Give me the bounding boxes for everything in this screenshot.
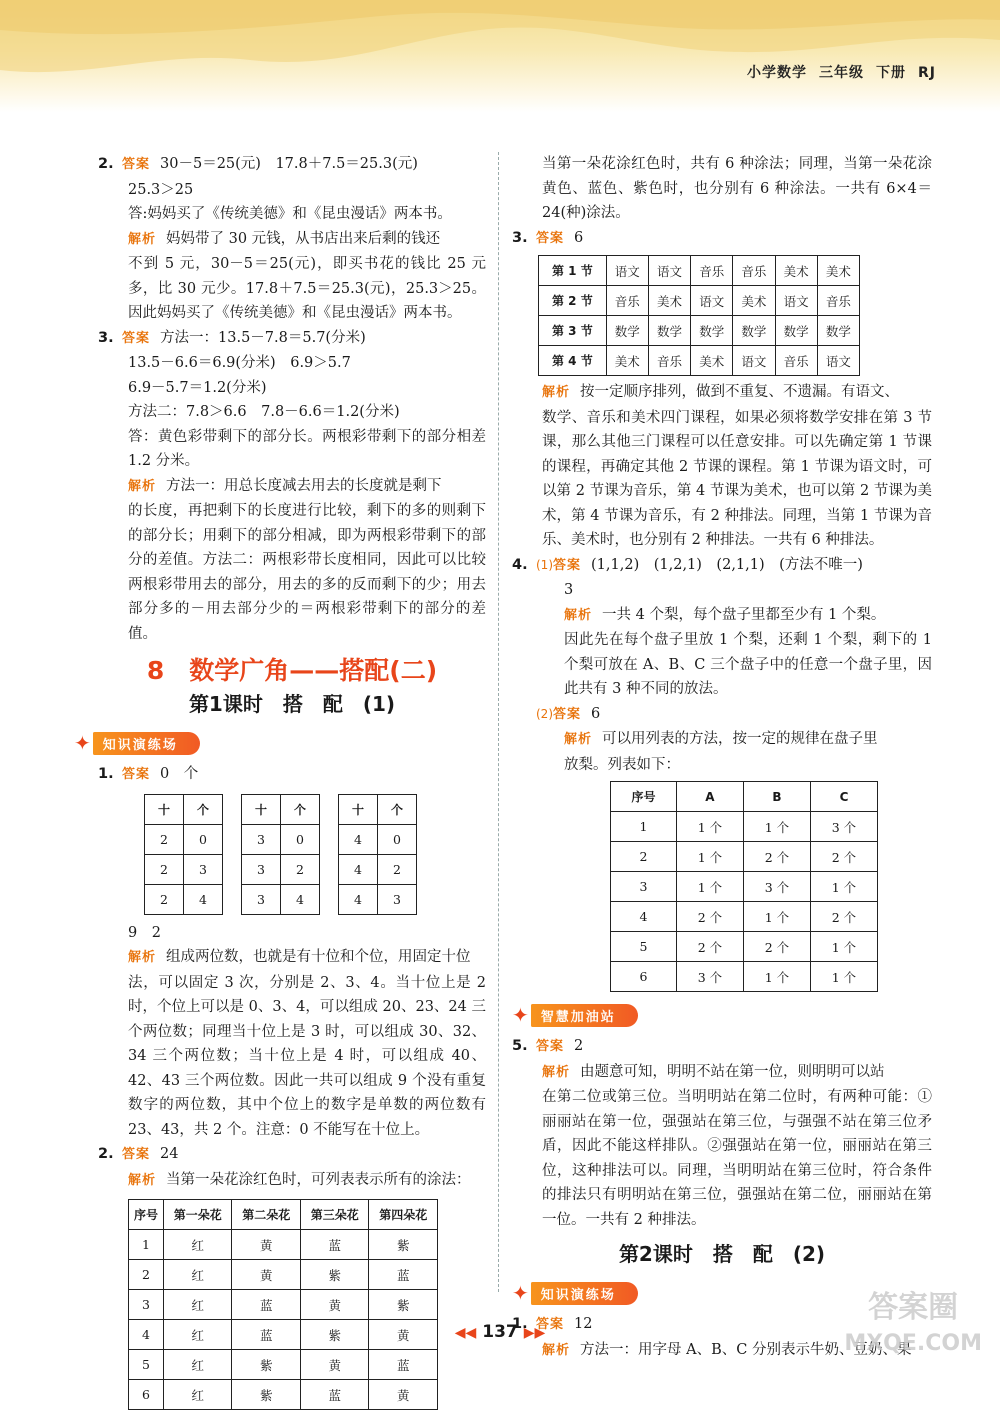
table-cell: 2 个 — [676, 932, 743, 962]
table-cell: 1 个 — [676, 812, 743, 842]
table-cell: 紫 — [369, 1230, 438, 1260]
table-cell: 红 — [163, 1320, 232, 1350]
answer-tag: 答案 — [553, 557, 582, 573]
right-column — [512, 152, 932, 1363]
table-cell: 语文 — [648, 256, 690, 286]
table-header-cell: 序号 — [611, 782, 677, 812]
table-row — [242, 794, 320, 824]
table-row — [129, 1380, 438, 1410]
table-header-cell: 第二朵花 — [232, 1200, 301, 1230]
section-ribbon — [512, 1282, 638, 1304]
table-row — [129, 1260, 438, 1290]
table-cell: 黄 — [300, 1290, 369, 1320]
table-header-cell: 第 3 节 — [539, 316, 607, 346]
table-row — [242, 854, 320, 884]
question-number: 2. — [98, 1146, 114, 1162]
table-row — [242, 884, 320, 914]
book-info — [735, 62, 936, 82]
left-q1-answer-line — [98, 762, 486, 788]
analysis-tag: 解析 — [564, 732, 593, 747]
question-number: 1. — [98, 766, 114, 782]
answer-text: 12 — [574, 1316, 593, 1332]
table-cell: 紫 — [300, 1260, 369, 1290]
table-cell: 4 — [339, 824, 378, 854]
answer-tag: 答案 — [536, 230, 565, 246]
right-q5-analysis — [512, 1060, 932, 1086]
table-cell: 2 个 — [810, 842, 877, 872]
analysis-text: 方法一：用总长度减去用去的长度就是剩下 — [166, 477, 442, 494]
analysis-text: 因此先在每个盘子里放 1 个梨，还剩 1 个梨，剩下的 1 个梨可放在 A、B、C 三个盘子中的任意一个盘子里，因此共有 3 种不同的放法。 — [564, 632, 932, 697]
answer-tag: 答案 — [553, 706, 582, 722]
analysis-tag: 解析 — [128, 231, 157, 247]
table-cell: 1 个 — [676, 872, 743, 902]
flower-coloring-table — [128, 1199, 438, 1410]
table-cell: 3 — [129, 1290, 164, 1320]
table-row — [611, 842, 878, 872]
table-row — [242, 824, 320, 854]
table-cell: 美术 — [733, 286, 775, 316]
analysis-tag: 解析 — [564, 607, 593, 623]
analysis-text: 法，可以固定 3 次，分别是 2、3、4。当十位上是 2 时，个位上可以是 0、3、4，可以组成 20、23、24 三个两位数；同理当十位上是 3 时，可以组成 30、32、34 三个两位数；当十位上是 4 时，可以组成 40、42、43 三个两位数。因此一共可以组成 9 个没有重复数字的两位数，其中个位上的数字是单数的两位数有 23、43，共 2 个。注意：0 不能写在十位上。 — [128, 974, 486, 1138]
table-cell: 4 — [339, 884, 378, 914]
analysis-text: 按一定顺序排列，做到不重复、不遗漏。有语文、 — [580, 384, 900, 400]
table-cell: 6 — [129, 1380, 164, 1410]
table-cell: 黄 — [232, 1260, 301, 1290]
table-cell: 2 — [611, 842, 677, 872]
table-row — [129, 1200, 438, 1230]
table-header-cell: 个 — [281, 794, 320, 824]
table-cell: 数学 — [733, 316, 775, 346]
analysis-tag: 解析 — [128, 1172, 157, 1188]
analysis-tag: 解析 — [128, 478, 157, 494]
table-cell: 2 个 — [810, 902, 877, 932]
answer-text: 0 个 — [160, 766, 199, 782]
answer-tag: 答案 — [536, 1039, 565, 1054]
answer-text: 3 — [564, 582, 574, 598]
table-cell: 数学 — [606, 316, 648, 346]
tens-ones-table — [241, 794, 320, 915]
table-row — [145, 794, 223, 824]
question-number: 1. — [512, 1316, 528, 1332]
ribbon-label: 智慧加油站 — [531, 1004, 638, 1027]
table-cell: 2 — [281, 854, 320, 884]
table-header-cell: 十 — [339, 794, 378, 824]
table-cell: 4 — [129, 1320, 164, 1350]
table-cell: 0 — [281, 824, 320, 854]
left-q1-analysis — [98, 945, 486, 971]
analysis-tag: 解析 — [542, 1064, 571, 1080]
table-header-cell: 序号 — [129, 1200, 164, 1230]
table-row — [145, 854, 223, 884]
table-cell: 紫 — [232, 1380, 301, 1410]
analysis-text: 方法一：用字母 A、B、C 分别表示牛奶、豆奶、果 — [580, 1341, 912, 1358]
table-header-cell: 第四朵花 — [369, 1200, 438, 1230]
right-q4-analysis1 — [512, 603, 932, 629]
table-cell: 紫 — [232, 1350, 301, 1380]
table-header-cell: 第三朵花 — [300, 1200, 369, 1230]
table-cell: 4 — [184, 884, 223, 914]
answer-text: 13.5－6.6＝6.9(分米) 6.9＞5.7 — [128, 355, 351, 371]
table-cell: 蓝 — [232, 1320, 301, 1350]
table-cell: 语文 — [691, 286, 733, 316]
table-cell: 蓝 — [369, 1260, 438, 1290]
page-number: 137 — [482, 1322, 518, 1342]
table-cell: 红 — [163, 1290, 232, 1320]
lesson-title: 第1课时 搭 配 (1) — [188, 692, 396, 716]
sub-question-number: (1) — [536, 557, 553, 572]
table-row — [539, 346, 860, 376]
table-cell: 黄 — [369, 1380, 438, 1410]
analysis-text: 一共 4 个梨，每个盘子里都至少有 1 个梨。 — [602, 606, 886, 623]
analysis-tag: 解析 — [542, 1342, 571, 1358]
left-q2b-analysis — [98, 1168, 486, 1194]
left-q2b-answer-line — [98, 1142, 486, 1168]
answer-text: 答:妈妈买了《传统美德》和《昆虫漫话》两本书。 — [128, 206, 452, 222]
table-cell: 黄 — [369, 1320, 438, 1350]
table-row — [339, 824, 417, 854]
table-cell: 0 — [184, 824, 223, 854]
table-row — [129, 1350, 438, 1380]
table-cell: 4 — [339, 854, 378, 884]
analysis-text: 当第一朵花涂红色时，共有 6 种涂法；同理，当第一朵花涂黄色、蓝色、紫色时，也分别有 6 种涂法。一共有 6×4＝24(种)涂法。 — [542, 156, 932, 221]
table-cell: 2 个 — [743, 932, 810, 962]
table-cell: 2 — [145, 884, 184, 914]
left-q2-analysis — [98, 227, 486, 253]
table-cell: 音乐 — [817, 286, 859, 316]
table-cell: 2 个 — [743, 842, 810, 872]
star-icon: ✦ — [512, 1003, 529, 1027]
table-cell: 数学 — [691, 316, 733, 346]
table-row — [129, 1290, 438, 1320]
table-cell: 语文 — [606, 256, 648, 286]
analysis-tag: 解析 — [542, 385, 571, 400]
analysis-text: 由题意可知，明明不站在第一位，则明明可以站 — [580, 1063, 885, 1080]
table-cell: 红 — [163, 1230, 232, 1260]
table-cell: 4 — [281, 884, 320, 914]
table-row — [611, 782, 878, 812]
table-row — [611, 902, 878, 932]
table-row — [145, 824, 223, 854]
table-cell: 美术 — [691, 346, 733, 376]
table-header-cell: 第 4 节 — [539, 346, 607, 376]
table-cell: 3 个 — [743, 872, 810, 902]
tens-ones-tables — [144, 794, 486, 915]
analysis-tag: 解析 — [128, 950, 157, 965]
table-row — [339, 854, 417, 884]
analysis-text: 放梨。列表如下： — [564, 756, 680, 773]
answer-text: 24 — [160, 1146, 179, 1162]
analysis-text: 组成两位数，也就是有十位和个位，用固定十位 — [166, 949, 471, 965]
table-row — [539, 256, 860, 286]
answer-tag: 答案 — [122, 1147, 151, 1162]
book-volume: 下册 — [876, 65, 906, 81]
ribbon-label: 知识演练场 — [93, 732, 200, 755]
table-cell: 2 — [145, 854, 184, 884]
table-row — [145, 884, 223, 914]
answer-tag: 答案 — [122, 330, 151, 346]
table-cell: 3 个 — [810, 812, 877, 842]
star-icon: ✦ — [512, 1281, 529, 1305]
question-number: 3. — [512, 229, 528, 246]
header-banner — [0, 0, 1000, 112]
book-subject: 小学数学 — [747, 65, 807, 81]
table-row — [611, 812, 878, 842]
table-row — [611, 872, 878, 902]
table-cell: 1 — [611, 812, 677, 842]
star-icon: ✦ — [74, 731, 91, 755]
pear-distribution-table — [610, 781, 878, 992]
sub-question-number: (2) — [536, 706, 553, 721]
table-cell: 蓝 — [369, 1350, 438, 1380]
table-cell: 语文 — [775, 286, 817, 316]
answer-text: 6 — [591, 705, 601, 722]
analysis-text: 可以用列表的方法，按一定的规律在盘子里 — [602, 731, 878, 747]
table-cell: 红 — [163, 1260, 232, 1290]
right-q4-answer-line — [512, 553, 932, 579]
right-q3-answer-line — [512, 226, 932, 252]
table-header-cell: 十 — [145, 794, 184, 824]
table-cell: 4 — [611, 902, 677, 932]
table-cell: 音乐 — [775, 346, 817, 376]
table-row — [611, 962, 878, 992]
section-ribbon — [512, 1004, 638, 1026]
ribbon-label: 知识演练场 — [531, 1282, 638, 1305]
table-cell: 美术 — [606, 346, 648, 376]
answer-text: 6.9－5.7＝1.2(分米) — [128, 379, 267, 396]
left-column — [74, 152, 486, 1410]
answer-text: 2 — [574, 1038, 584, 1054]
table-cell: 美术 — [648, 286, 690, 316]
answer-tag: 答案 — [536, 1317, 565, 1332]
table-cell: 1 个 — [810, 932, 877, 962]
answer-text: 方法二：7.8＞6.6 7.8－6.6＝1.2(分米) — [128, 404, 400, 420]
table-header-cell: 个 — [184, 794, 223, 824]
table-cell: 音乐 — [733, 256, 775, 286]
question-number: 2. — [98, 156, 114, 172]
table-header-cell: 个 — [378, 794, 417, 824]
table-cell: 2 — [145, 824, 184, 854]
question-number: 4. — [512, 556, 528, 573]
answer-text: 答：黄色彩带剩下的部分长。两根彩带剩下的部分相差 1.2 分米。 — [128, 428, 486, 469]
banner-wave-decoration — [0, 0, 1000, 112]
table-cell: 蓝 — [300, 1380, 369, 1410]
table-cell: 6 — [611, 962, 677, 992]
table-cell: 1 — [129, 1230, 164, 1260]
column-divider — [498, 152, 499, 1292]
table-row — [339, 794, 417, 824]
answer-tag: 答案 — [122, 157, 151, 172]
watermark — [844, 1290, 982, 1362]
chapter-title: 8 数学广角——搭配(二) — [146, 656, 438, 685]
answer-text: 25.3＞25 — [128, 181, 194, 198]
analysis-text: 当第一朵花涂红色时，可列表表示所有的涂法： — [166, 1171, 471, 1188]
watermark-url: MXQE.COM — [844, 1331, 982, 1356]
table-cell: 紫 — [369, 1290, 438, 1320]
table-cell: 数学 — [648, 316, 690, 346]
analysis-text: 妈妈带了 30 元钱，从书店出来后剩的钱还 — [166, 230, 441, 247]
table-cell: 5 — [611, 932, 677, 962]
class-schedule-table — [538, 255, 860, 376]
table-cell: 黄 — [300, 1350, 369, 1380]
table-cell: 3 — [378, 884, 417, 914]
table-row — [539, 316, 860, 346]
table-cell: 音乐 — [691, 256, 733, 286]
table-cell: 紫 — [300, 1320, 369, 1350]
table-cell: 美术 — [775, 256, 817, 286]
table-row — [129, 1230, 438, 1260]
left-q2-answer-line — [98, 152, 486, 178]
table-header-cell: 第一朵花 — [163, 1200, 232, 1230]
table-cell: 语文 — [733, 346, 775, 376]
prev-page-icon: ◀◀ — [454, 1325, 477, 1341]
table-row — [539, 286, 860, 316]
answer-text: 9 2 — [128, 924, 161, 941]
table-cell: 1 个 — [810, 872, 877, 902]
table-cell: 蓝 — [300, 1230, 369, 1260]
table-cell: 0 — [378, 824, 417, 854]
next-page-icon: ▶▶ — [523, 1325, 546, 1341]
book-grade: 三年级 — [819, 65, 864, 81]
table-cell: 3 — [242, 824, 281, 854]
answer-tag: 答案 — [122, 767, 151, 782]
table-cell: 红 — [163, 1350, 232, 1380]
analysis-text: 在第二位或第三位。当明明站在第二位时，有两种可能：①丽丽站在第一位，强强站在第三位，与强强不站在第三位矛盾，因此不能这样排队。②强强站在第一位，丽丽站在第三位，这种排法可以。同理，当明明站在第三位时，符合条件的排法只有明明站在第三位，强强站在第二位，丽丽站在第一位。一共有 2 种排法。 — [542, 1089, 932, 1228]
right-q5-answer-line — [512, 1034, 932, 1060]
table-cell: 3 个 — [676, 962, 743, 992]
table-cell: 数学 — [817, 316, 859, 346]
table-cell: 1 个 — [743, 812, 810, 842]
tens-ones-table — [144, 794, 223, 915]
table-cell: 1 个 — [810, 962, 877, 992]
table-cell: 3 — [242, 884, 281, 914]
table-row — [611, 932, 878, 962]
right-q4-answer2 — [512, 702, 932, 728]
answer-text: 方法一：13.5－7.8＝5.7(分米) — [160, 329, 366, 346]
table-cell: 3 — [611, 872, 677, 902]
left-q3-analysis — [98, 474, 486, 500]
table-header-cell: B — [743, 782, 810, 812]
lesson-title: 第2课时 搭 配 (2) — [618, 1242, 826, 1266]
right-q3-analysis — [512, 380, 932, 406]
table-row — [339, 884, 417, 914]
table-cell: 5 — [129, 1350, 164, 1380]
answer-text: 6 — [574, 229, 584, 246]
table-header-cell: 第 1 节 — [539, 256, 607, 286]
answer-text: (1,1,2) (1,2,1) (2,1,1) (方法不唯一) — [591, 556, 863, 573]
left-q3-answer-line — [98, 326, 486, 352]
table-header-cell: A — [676, 782, 743, 812]
table-cell: 1 个 — [743, 962, 810, 992]
answer-text: 30－5＝25(元) 17.8＋7.5＝25.3(元) — [160, 156, 418, 172]
table-cell: 红 — [163, 1380, 232, 1410]
table-header-cell: 第 2 节 — [539, 286, 607, 316]
analysis-text: 的长度，再把剩下的长度进行比较，剩下的多的则剩下的部分长；用剩下的部分相减，即为两根彩带剩下的部分的差值。方法二：两根彩带长度相同，因此可以比较两根彩带用去的部分，用去的多的反而剩下的少；用去部分多的－用去部分少的＝两根彩带剩下的部分的差值。 — [128, 503, 486, 642]
table-cell: 2 — [378, 854, 417, 884]
table-header-cell: 十 — [242, 794, 281, 824]
right-q4-analysis2 — [512, 727, 932, 753]
table-cell: 3 — [242, 854, 281, 884]
question-number: 3. — [98, 329, 114, 346]
table-cell: 美术 — [817, 256, 859, 286]
table-cell: 2 个 — [676, 902, 743, 932]
table-cell: 蓝 — [232, 1290, 301, 1320]
question-number: 5. — [512, 1038, 528, 1054]
book-edition: RJ — [918, 65, 936, 81]
table-cell: 音乐 — [648, 346, 690, 376]
table-cell: 黄 — [232, 1230, 301, 1260]
table-header-cell: C — [810, 782, 877, 812]
section-ribbon — [74, 732, 200, 754]
table-cell: 1 个 — [743, 902, 810, 932]
table-cell: 1 个 — [676, 842, 743, 872]
table-cell: 语文 — [817, 346, 859, 376]
table-cell: 2 — [129, 1260, 164, 1290]
tens-ones-table — [338, 794, 417, 915]
table-cell: 音乐 — [606, 286, 648, 316]
table-cell: 数学 — [775, 316, 817, 346]
watermark-title: 答案圈 — [868, 1290, 959, 1325]
analysis-text: 不到 5 元，30－5＝25(元)，即买书花的钱比 25 元多，比 30 元少。17.8＋7.5＝25.3(元)，25.3＞25。因此妈妈买了《传统美德》和《昆虫漫话》两本书。 — [128, 256, 486, 321]
analysis-text: 数学、音乐和美术四门课程，如果必须将数学安排在第 3 节课，那么其他三门课程可以任意安排。可以先确定第 1 节课的课程，再确定其他 2 节课的课程。第 1 节课为语文时，可以第 2 节课为音乐，第 4 节课为美术，也可以第 2 节课为美术，第 4 节课为音乐，有 2 种排法。同理，当第 1 节课为音乐、美术时，也分别有 2 种排法。一共有 6 种排法。 — [542, 409, 932, 548]
table-cell: 3 — [184, 854, 223, 884]
